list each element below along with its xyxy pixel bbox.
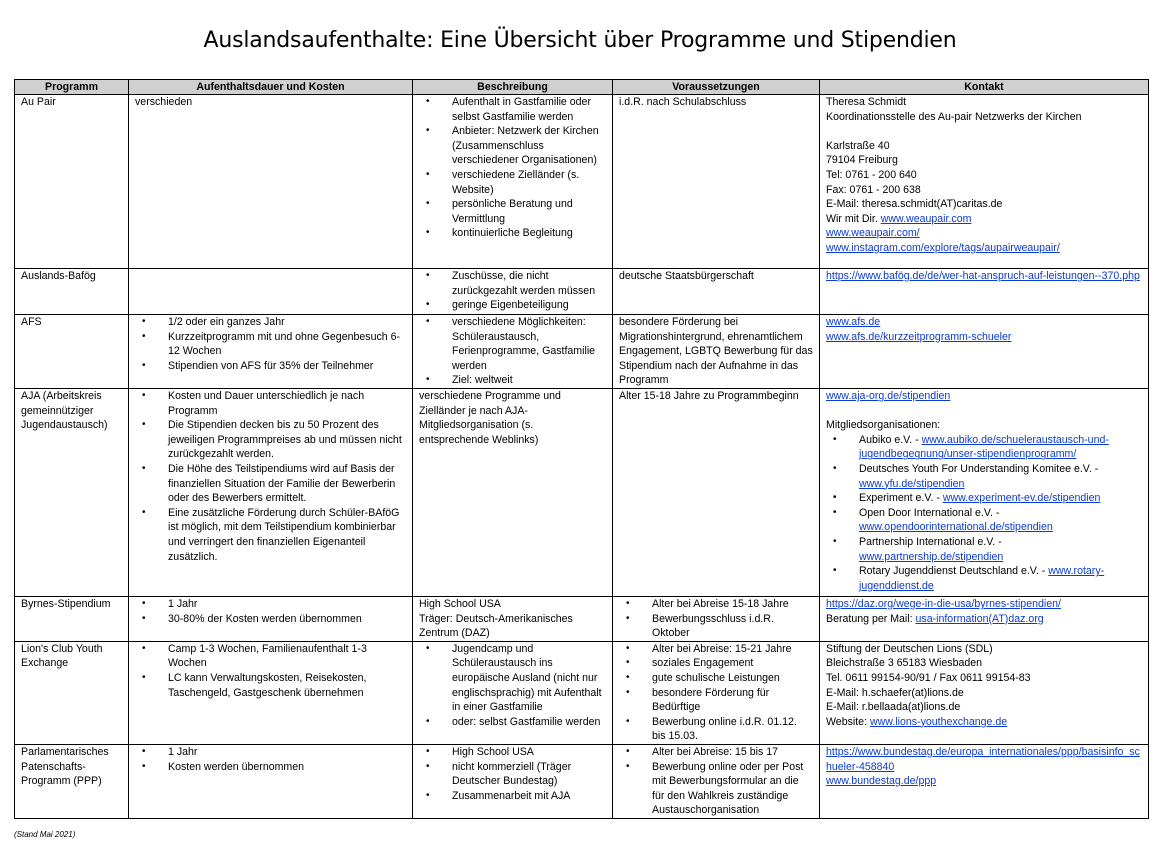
list-item: • Zusammenarbeit mit AJA <box>452 789 606 804</box>
table-row <box>15 597 1149 642</box>
byrnes-desc-2: Träger: Deutsch-Amerikanisches Zentrum (DAZ) <box>419 612 573 640</box>
table-row <box>15 95 1149 269</box>
list-item: • Aubiko e.V. - www.aubiko.de/schueleraustausch-und-jugendbegegnung/unser-stipendienprogramm/ <box>859 433 1142 462</box>
cell-dauer <box>129 744 413 818</box>
opendoor-link[interactable]: www.opendoorinternational.de/stipendien <box>859 521 1053 534</box>
footer-note: (Stand Mai 2021) <box>14 830 76 839</box>
list-item: • persönliche Beratung und Vermittlung <box>452 197 606 226</box>
cell-programm: Auslands-Bafög <box>15 269 129 315</box>
page-title: Auslandsaufenthalte: Eine Übersicht über Programme und Stipendien <box>203 28 957 53</box>
list-item: • Bewerbung online oder per Post mit Bewerbungsformular an die für den Wahlkreis zuständige Austauschorganisation <box>652 760 813 818</box>
list-item: • Jugendcamp und Schüleraustausch ins europäische Ausland (nicht nur englischsprachig) mit Aufenthalt in einer Gastfamilie <box>452 642 606 715</box>
weaupair-link[interactable]: www.weaupair.com <box>880 212 972 225</box>
cell-beschreibung <box>413 641 613 744</box>
contact-email: E-Mail: theresa.schmidt(AT)caritas.de <box>826 198 1003 211</box>
daz-mail-link[interactable]: usa-information(AT)daz.org <box>915 612 1044 625</box>
cell-kontakt <box>820 641 1149 744</box>
bafoeg-link[interactable]: https://www.bafög.de/de/wer-hat-anspruch-auf-leistungen--370.php <box>826 270 1140 282</box>
list-item: • Open Door International e.V. - www.opendoorinternational.de/stipendien <box>859 506 1142 535</box>
cell-kontakt <box>820 269 1149 315</box>
list-item: • gute schulische Leistungen <box>652 671 813 686</box>
lions-org: Stiftung der Deutschen Lions (SDL) <box>826 642 993 655</box>
cell-programm: Au Pair <box>15 95 129 269</box>
table-header-row <box>15 80 1149 95</box>
cell-programm: AJA (Arbeitskreis gemeinnütziger Jugendaustausch) <box>15 389 129 597</box>
list-item: • Ziel: weltweit <box>452 373 606 388</box>
afs-link[interactable]: www.afs.de <box>826 316 881 328</box>
table-row <box>15 744 1149 818</box>
list-item: • geringe Eigenbeteiligung <box>452 298 606 313</box>
lions-mail-2: E-Mail: r.bellaada(at)lions.de <box>826 701 961 714</box>
list-item: • Partnership International e.V. - www.partnership.de/stipendien <box>859 535 1142 564</box>
list-item: • Anbieter: Netzwerk der Kirchen (Zusammenschluss verschiedener Organisationen) <box>452 124 606 168</box>
aja-link[interactable]: www.aja-org.de/stipendien <box>826 390 951 402</box>
contact-fax: Fax: 0761 - 200 638 <box>826 183 921 196</box>
instagram-link[interactable]: www.instagram.com/explore/tags/aupairweaupair/ <box>826 241 1060 254</box>
website-label: Website: <box>826 715 870 728</box>
cell-voraussetzungen <box>613 744 820 818</box>
table-row <box>15 269 1149 315</box>
cell-kontakt <box>820 389 1149 597</box>
cell-beschreibung <box>413 315 613 389</box>
list-item: • 1/2 oder ein ganzes Jahr <box>168 315 406 330</box>
list-item: • Stipendien von AFS für 35% der Teilnehmer <box>168 359 406 374</box>
experiment-link[interactable]: www.experiment-ev.de/stipendien <box>942 492 1101 505</box>
header-kontakt: Kontakt <box>820 80 1149 95</box>
list-item: • Rotary Jugenddienst Deutschland e.V. - www.rotary-jugenddienst.de <box>859 564 1142 593</box>
cell-dauer <box>129 315 413 389</box>
cell-kontakt <box>820 744 1149 818</box>
cell-dauer <box>129 389 413 597</box>
list-item: • Camp 1-3 Wochen, Familienaufenthalt 1-3 Wochen <box>168 642 406 671</box>
cell-kontakt <box>820 597 1149 642</box>
cell-voraussetzungen: Alter 15-18 Jahre zu Programmbeginn <box>613 389 820 597</box>
list-item: • soziales Engagement <box>652 656 813 671</box>
cell-programm: AFS <box>15 315 129 389</box>
list-item: • Zuschüsse, die nicht zurückgezahlt werden müssen <box>452 269 606 298</box>
rotary-link[interactable]: www.rotary-jugenddienst.de <box>859 565 1105 592</box>
list-item: • kontinuierliche Begleitung <box>452 226 606 241</box>
table-row <box>15 315 1149 389</box>
list-item: • Kosten werden übernommen <box>168 760 406 775</box>
contact-tel: Tel: 0761 - 200 640 <box>826 168 917 181</box>
cell-voraussetzungen: i.d.R. nach Schulabschluss <box>613 95 820 269</box>
list-item: • verschiedene Zielländer (s. Website) <box>452 168 606 197</box>
list-item: • Die Höhe des Teilstipendiums wird auf Basis der finanziellen Situation der Familie der Bewerberin oder des Bewerbers ermittelt. <box>168 462 406 506</box>
list-item: • Eine zusätzliche Förderung durch Schüler-BAföG ist möglich, mit dem Teilstipendium kombinierbar und verringert den finanziellen Eigenanteil zusätzlich. <box>168 506 406 564</box>
weaupair-link-2[interactable]: www.weaupair.com/ <box>826 227 920 240</box>
cell-dauer <box>129 641 413 744</box>
contact-city: 79104 Freiburg <box>826 154 898 167</box>
table-row <box>15 641 1149 744</box>
cell-beschreibung <box>413 597 613 642</box>
lions-street: Bleichstraße 3 65183 Wiesbaden <box>826 657 983 670</box>
lions-web-link[interactable]: www.lions-youthexchange.de <box>869 715 1008 728</box>
list-item: • 1 Jahr <box>168 597 406 612</box>
cell-voraussetzungen: deutsche Staatsbürgerschaft <box>613 269 820 315</box>
contact-org: Koordinationsstelle des Au-pair Netzwerks der Kirchen <box>826 110 1082 123</box>
table-row <box>15 389 1149 597</box>
contact-street: Karlstraße 40 <box>826 139 890 152</box>
yfu-link[interactable]: www.yfu.de/stipendien <box>859 477 965 490</box>
list-item: • 30-80% der Kosten werden übernommen <box>168 612 406 627</box>
cell-kontakt <box>820 315 1149 389</box>
list-item: • Bewerbung online i.d.R. 01.12. bis 15.03. <box>652 715 813 744</box>
members-label: Mitgliedsorganisationen: <box>826 419 941 432</box>
list-item: • High School USA <box>452 745 606 760</box>
cell-beschreibung <box>413 744 613 818</box>
cell-programm: Parlamentarisches Patenschafts-Programm (PPP) <box>15 744 129 818</box>
list-item: • verschiedene Möglichkeiten: Schüleraustausch, Ferienprogramme, Gastfamilie werden <box>452 315 606 373</box>
list-item: • Bewerbungsschluss i.d.R. Oktober <box>652 612 813 641</box>
cell-voraussetzungen <box>613 641 820 744</box>
bundestag-link[interactable]: www.bundestag.de/ppp <box>826 775 937 788</box>
header-voraussetzungen: Voraussetzungen <box>613 80 820 95</box>
cell-programm: Byrnes-Stipendium <box>15 597 129 642</box>
cell-voraussetzungen: besondere Förderung bei Migrationshintergrund, ehrenamtlichem Engagement, LGBTQ Bewerbung für das Stipendium nach der Aufnahme in das Programm <box>613 315 820 389</box>
cell-voraussetzungen <box>613 597 820 642</box>
header-dauer: Aufenthaltsdauer und Kosten <box>129 80 413 95</box>
list-item: • Alter bei Abreise 15-18 Jahre <box>652 597 813 612</box>
afs-kurzzeit-link[interactable]: www.afs.de/kurzzeitprogramm-schueler <box>826 330 1012 343</box>
list-item: • nicht kommerziell (Träger Deutscher Bundestag) <box>452 760 606 789</box>
daz-link[interactable]: https://daz.org/wege-in-die-usa/byrnes-stipendien/ <box>826 598 1061 610</box>
list-item: • LC kann Verwaltungskosten, Reisekosten, Taschengeld, Gastgeschenk übernehmen <box>168 671 406 700</box>
list-item: • Aufenthalt in Gastfamilie oder selbst Gastfamilie werden <box>452 95 606 124</box>
aubiko-link[interactable]: www.aubiko.de/schueleraustausch-und-jugendbegegnung/unser-stipendienprogramm/ <box>859 433 1109 461</box>
list-item: • besondere Förderung für Bedürftige <box>652 686 813 715</box>
cell-beschreibung: verschiedene Programme und Zielländer je nach AJA-Mitgliedsorganisation (s. entsprechende Weblinks) <box>413 389 613 597</box>
lions-tel: Tel. 0611 99154-90/91 / Fax 0611 99154-83 <box>826 671 1031 684</box>
cell-dauer <box>129 269 413 315</box>
cell-beschreibung <box>413 269 613 315</box>
list-item: • Alter bei Abreise: 15 bis 17 <box>652 745 813 760</box>
mail-label: Beratung per Mail: <box>826 612 916 625</box>
list-item: • Kosten und Dauer unterschiedlich je nach Programm <box>168 389 406 418</box>
contact-motto: Wir mit Dir. <box>826 212 881 225</box>
lions-mail-1: E-Mail: h.schaefer(at)lions.de <box>826 686 964 699</box>
cell-beschreibung <box>413 95 613 269</box>
partnership-link[interactable]: www.partnership.de/stipendien <box>859 550 1004 563</box>
header-programm: Programm <box>15 80 129 95</box>
cell-kontakt <box>820 95 1149 269</box>
header-beschreibung: Beschreibung <box>413 80 613 95</box>
list-item: • Kurzzeitprogramm mit und ohne Gegenbesuch 6-12 Wochen <box>168 330 406 359</box>
contact-name: Theresa Schmidt <box>826 96 907 108</box>
list-item: • oder: selbst Gastfamilie werden <box>452 715 606 730</box>
cell-programm: Lion's Club Youth Exchange <box>15 641 129 744</box>
cell-dauer <box>129 597 413 642</box>
list-item: • Deutsches Youth For Understanding Komitee e.V. - www.yfu.de/stipendien <box>859 462 1142 491</box>
list-item: • Alter bei Abreise: 15-21 Jahre <box>652 642 813 657</box>
programs-table <box>14 79 1149 819</box>
list-item: • Die Stipendien decken bis zu 50 Prozent des jeweiligen Programmpreises ab und müssen nicht zurückgezahlt werden. <box>168 418 406 462</box>
list-item: • Experiment e.V. - www.experiment-ev.de/stipendien <box>859 491 1142 506</box>
bundestag-ppp-link[interactable]: https://www.bundestag.de/europa_internationales/ppp/basisinfo_schueler-458840 <box>826 745 1140 773</box>
byrnes-desc-1: High School USA <box>419 598 501 610</box>
list-item: • 1 Jahr <box>168 745 406 760</box>
cell-dauer: verschieden <box>129 95 413 269</box>
